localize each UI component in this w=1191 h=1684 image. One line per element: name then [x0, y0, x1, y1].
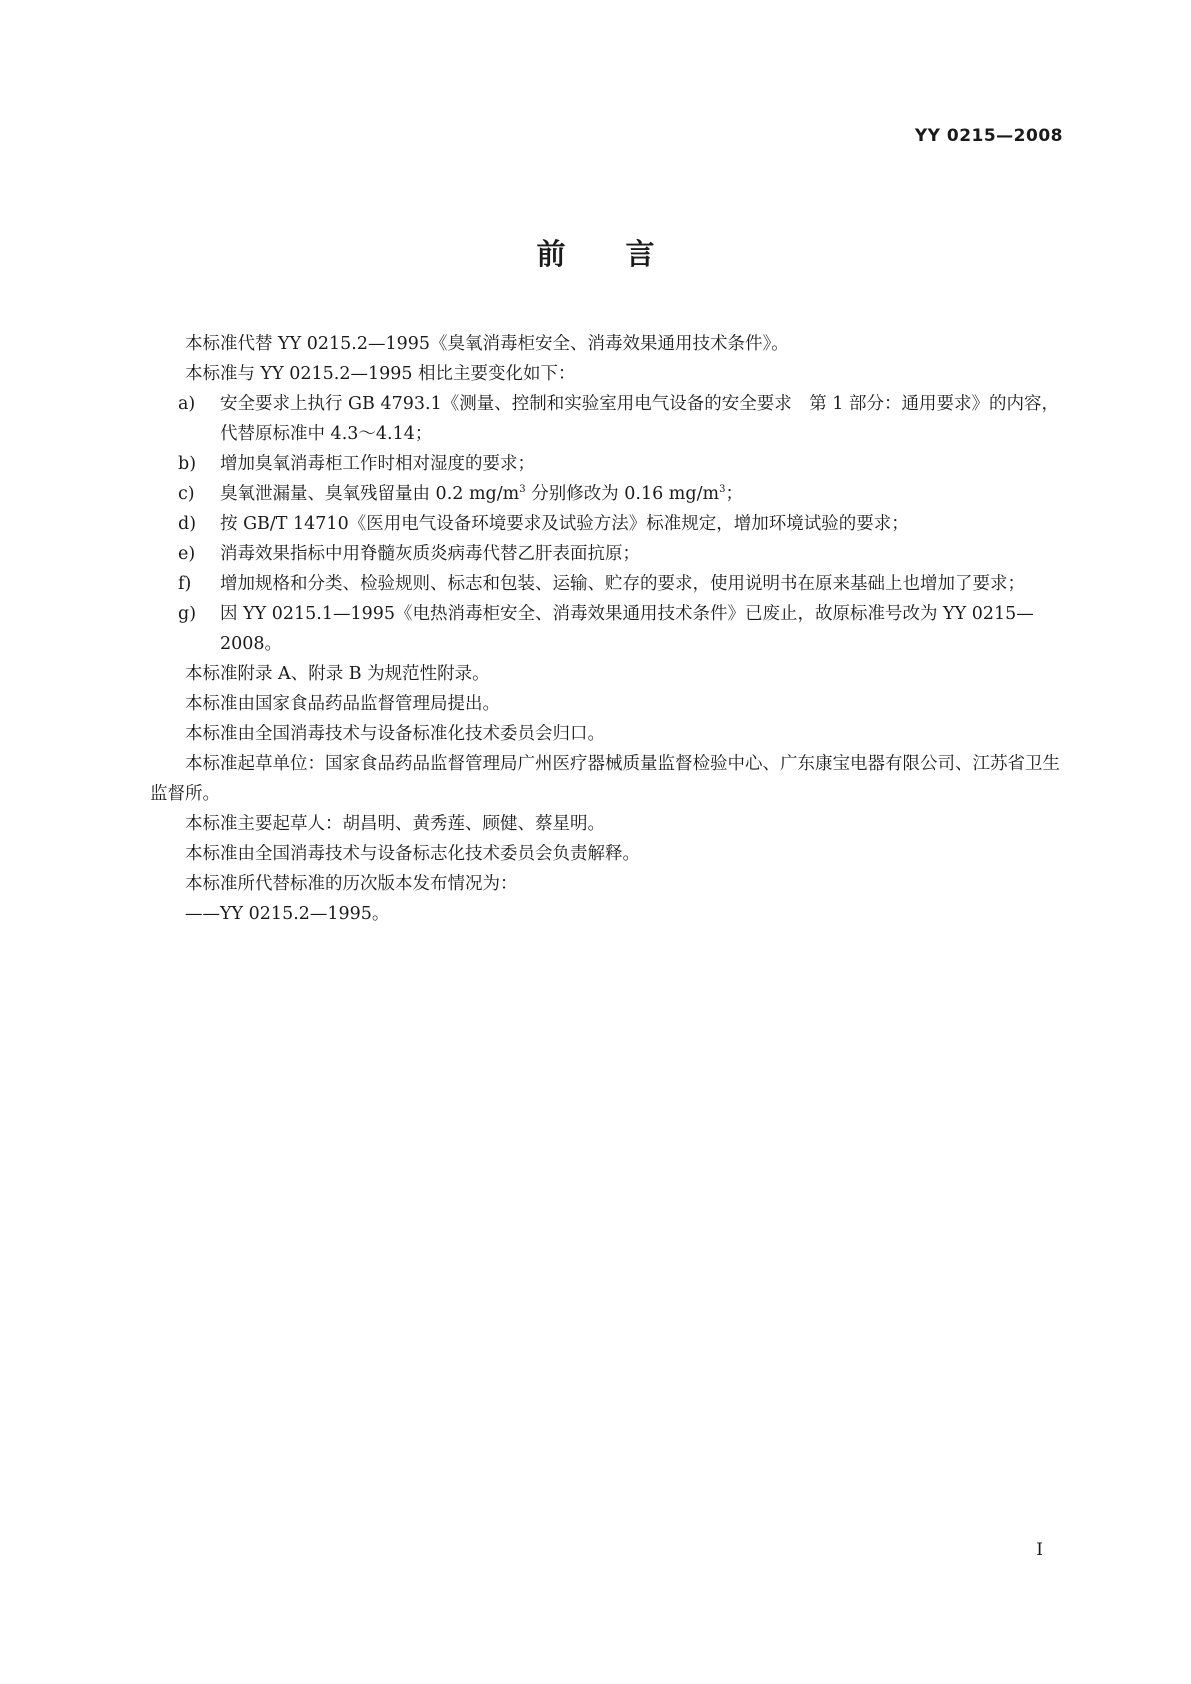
list-item: [150, 599, 1060, 659]
list-item-text: 按 GB/T 14710《医用电气设备环境要求及试验方法》标准规定，增加环境试验的要求；: [220, 514, 909, 534]
list-item-text: 安全要求上执行 GB 4793.1《测量、控制和实验室用电气设备的安全要求 第 1 部分：通用要求》的内容，代替原标准中 4.3～4.14；: [220, 394, 1059, 444]
paragraph-history-intro: 本标准所代替标准的历次版本发布情况为：: [185, 874, 518, 894]
superscript: 3: [519, 484, 526, 496]
paragraph-annexes: 本标准附录 A、附录 B 为规范性附录。: [185, 664, 490, 684]
paragraph-interpretation: 本标准由全国消毒技术与设备标志化技术委员会负责解释。: [185, 844, 640, 864]
list-item-label: b): [178, 454, 197, 474]
list-item-text-part: 分别修改为 0.16 mg/m: [525, 484, 720, 504]
list-item: [150, 509, 1060, 539]
standard-code: YY 0215—2008: [914, 126, 1063, 146]
list-item-text-part: ；: [725, 484, 743, 504]
document-body: [150, 329, 1060, 929]
list-item: [150, 539, 1060, 569]
paragraph-proposed-by: 本标准由国家食品药品监督管理局提出。: [185, 694, 500, 714]
list-item-label: c): [178, 484, 195, 504]
paragraph-changes-intro: 本标准与 YY 0215.2—1995 相比主要变化如下：: [185, 364, 576, 384]
list-item: [150, 449, 1060, 479]
page-title: 前言: [536, 237, 715, 271]
paragraph-drafting-units: 本标准起草单位：国家食品药品监督管理局广州医疗器械质量监督检验中心、广东康宝电器有限公司、江苏省卫生监督所。: [150, 754, 1060, 804]
history-item: ——YY 0215.2—1995。: [185, 904, 390, 924]
paragraph-drafters: 本标准主要起草人：胡昌明、黄秀莲、顾健、蔡星明。: [185, 814, 605, 834]
changes-list: [150, 389, 1060, 659]
list-item-label: g): [178, 604, 197, 624]
list-item-text: 消毒效果指标中用脊髓灰质炎病毒代替乙肝表面抗原；: [220, 544, 640, 564]
superscript: 3: [719, 484, 726, 496]
list-item-text: 增加规格和分类、检验规则、标志和包装、运输、贮存的要求，使用说明书在原来基础上也增加了要求；: [220, 574, 1025, 594]
list-item-label: a): [178, 394, 196, 414]
list-item-label: e): [178, 544, 196, 564]
list-item: [150, 389, 1060, 449]
list-item: [150, 479, 1060, 509]
list-item-text: 增加臭氧消毒柜工作时相对湿度的要求；: [220, 454, 535, 474]
list-item-text: 因 YY 0215.1—1995《电热消毒柜安全、消毒效果通用技术条件》已废止，故原标准号改为 YY 0215—2008。: [220, 604, 1034, 654]
paragraph-centralized-by: 本标准由全国消毒技术与设备标准化技术委员会归口。: [185, 724, 605, 744]
page-number: I: [1036, 1540, 1043, 1560]
list-item-label: f): [178, 574, 192, 594]
list-item: [150, 569, 1060, 599]
paragraph-replaces: 本标准代替 YY 0215.2—1995《臭氧消毒柜安全、消毒效果通用技术条件》。: [185, 334, 789, 354]
list-item-label: d): [178, 514, 197, 534]
list-item-text-part: 臭氧泄漏量、臭氧残留量由 0.2 mg/m: [220, 484, 520, 504]
